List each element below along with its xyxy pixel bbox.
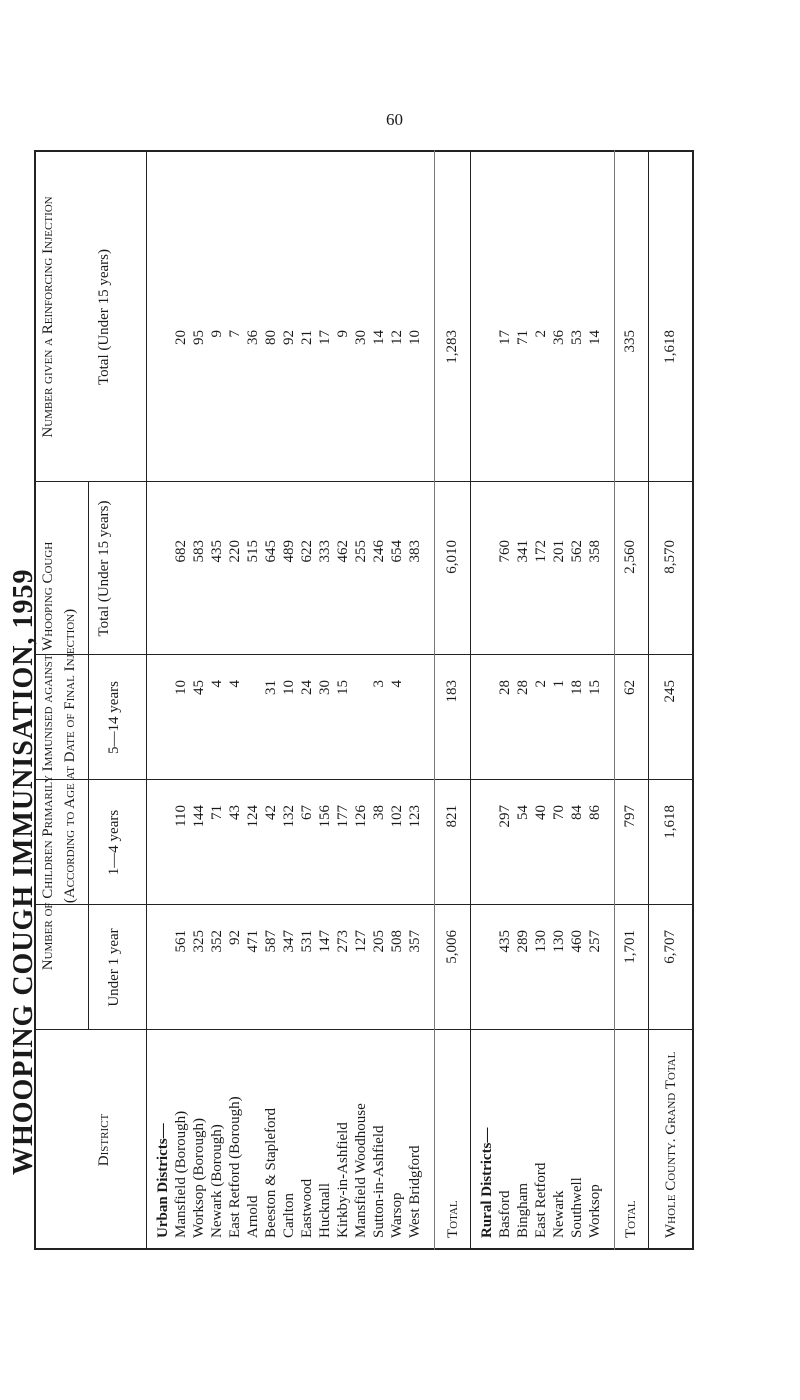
col-under1: Under 1 year: [106, 928, 122, 1007]
urban-total-5-14: 183: [444, 680, 460, 703]
table-cell: 3: [371, 680, 387, 688]
urban-reinforcing-col: [172, 330, 424, 420]
table-cell: 42: [263, 805, 279, 820]
rural-total-reinforcing: 335: [622, 330, 638, 353]
urban-total-1-4: 821: [444, 805, 460, 828]
urban-district-name: Carlton: [281, 1193, 297, 1238]
table-cell: 31: [263, 680, 279, 695]
rule-age1-4: [34, 779, 694, 780]
table-cell: 587: [263, 930, 279, 953]
table-cell: 289: [515, 930, 531, 953]
grand-total-5-14: 245: [662, 680, 678, 703]
table-cell: 273: [335, 930, 351, 953]
table-title-line1: Number of Children Primarily Immunised against Whooping Cough: [40, 541, 56, 971]
table-cell: 15: [335, 680, 351, 695]
table-cell: 12: [389, 330, 405, 345]
table-cell: 36: [551, 330, 567, 345]
table-cell: 126: [353, 805, 369, 828]
rural-heading: Rural Districts—: [479, 1127, 495, 1238]
table-cell: 102: [389, 805, 405, 828]
table-cell: 358: [587, 540, 603, 563]
urban-district-name: Mansfield Woodhouse: [353, 1103, 369, 1238]
grand-total-1-4: 1,618: [662, 805, 678, 839]
table-cell: 86: [587, 805, 603, 820]
col-district: District: [96, 1113, 112, 1167]
grand-total-reinforcing: 1,618: [662, 330, 678, 364]
urban-total-under1: 5,006: [444, 930, 460, 964]
table-cell: 17: [317, 330, 333, 345]
table-cell: [244, 680, 262, 770]
urban-district-name: Sutton-in-Ashfield: [371, 1125, 387, 1238]
table-cell: 383: [407, 540, 423, 563]
table-cell: 10: [281, 680, 297, 695]
table-title-line2: (According to Age at Date of Final Injection): [62, 608, 78, 904]
urban-end-rule: [470, 150, 471, 1250]
rural-total-under1: 1,701: [622, 930, 638, 964]
table-cell: 220: [227, 540, 243, 563]
table-cell: 130: [533, 930, 549, 953]
urban-district-name: Eastwood: [299, 1178, 315, 1238]
urban-district-name: East Retford (Borough): [227, 1096, 243, 1238]
table-cell: 30: [353, 330, 369, 345]
rural-district-name: Basford: [497, 1190, 513, 1238]
table-cell: 2: [533, 330, 549, 338]
title-rule: [88, 482, 89, 1030]
rule-age5-14: [34, 654, 694, 655]
immunisation-table: [34, 150, 694, 1250]
table-cell: 325: [191, 930, 207, 953]
header-rule: [146, 150, 147, 1250]
table-cell: 95: [191, 330, 207, 345]
table-cell: 760: [497, 540, 513, 563]
table-cell: 460: [569, 930, 585, 953]
table-cell: 333: [317, 540, 333, 563]
table-cell: 147: [317, 930, 333, 953]
table-cell: 71: [209, 805, 225, 820]
table-cell: 28: [515, 680, 531, 695]
rural-total-rule: [614, 150, 615, 1250]
table-cell: 622: [299, 540, 315, 563]
grand-total-label: Whole County. Grand Total: [663, 1051, 679, 1238]
table-cell: 14: [587, 330, 603, 345]
table-cell: 201: [551, 540, 567, 563]
table-cell: 435: [497, 930, 513, 953]
table-cell: 347: [281, 930, 297, 953]
table-cell: 4: [209, 680, 225, 688]
table-cell: 24: [299, 680, 315, 695]
urban-district-name: Newark (Borough): [209, 1124, 225, 1238]
table-cell: 489: [281, 540, 297, 563]
table-cell: 127: [353, 930, 369, 953]
table-cell: 531: [299, 930, 315, 953]
table-cell: 561: [173, 930, 189, 953]
table-cell: 132: [281, 805, 297, 828]
table-cell: 9: [209, 330, 225, 338]
urban-district-name: West Bridgford: [407, 1145, 423, 1238]
table-cell: 130: [551, 930, 567, 953]
col-1-4: 1—4 years: [106, 809, 122, 876]
table-cell: 67: [299, 805, 315, 820]
table-cell: 80: [263, 330, 279, 345]
table-cell: 70: [551, 805, 567, 820]
urban-total-reinforcing: 1,283: [444, 330, 460, 364]
table-cell: 18: [569, 680, 585, 695]
urban-district-name: Kirkby-in-Ashfield: [335, 1122, 351, 1238]
rule-total: [34, 481, 694, 482]
grand-total-under1: 6,707: [662, 930, 678, 964]
table-cell: 462: [335, 540, 351, 563]
table-cell: 1: [551, 680, 567, 688]
table-cell: 123: [407, 805, 423, 828]
col-reinforcing-total: Total (Under 15 years): [96, 249, 112, 385]
table-cell: 20: [173, 330, 189, 345]
table-cell: 297: [497, 805, 513, 828]
table-cell: 53: [569, 330, 585, 345]
table-cell: 156: [317, 805, 333, 828]
urban-under1-col: [172, 930, 424, 1020]
urban-district-name: Beeston & Stapleford: [263, 1108, 279, 1238]
table-cell: 110: [173, 805, 189, 827]
rural-5-14-col: [496, 680, 604, 770]
table-cell: 257: [587, 930, 603, 953]
table-cell: 246: [371, 540, 387, 563]
table-cell: 17: [497, 330, 513, 345]
table-cell: 71: [515, 330, 531, 345]
rural-total-1-4: 797: [622, 805, 638, 828]
table-cell: 10: [407, 330, 423, 345]
urban-district-name: Arnold: [245, 1195, 261, 1238]
col-5-14: 5—14 years: [106, 681, 122, 754]
table-cell: 43: [227, 805, 243, 820]
rural-total-label: Total: [623, 1200, 639, 1238]
col-reinforcing-group: Number given a Reinforcing Injection: [40, 196, 56, 438]
rural-total-total: 2,560: [622, 540, 638, 574]
table-cell: 14: [371, 330, 387, 345]
table-cell: 645: [263, 540, 279, 563]
table-cell: 172: [533, 540, 549, 563]
table-cell: [406, 680, 424, 770]
table-cell: 92: [281, 330, 297, 345]
table-cell: 515: [245, 540, 261, 563]
table-cell: 30: [317, 680, 333, 695]
rural-district-name: Bingham: [515, 1183, 531, 1238]
urban-district-name: Mansfield (Borough): [173, 1110, 189, 1238]
rural-district-name: Southwell: [569, 1177, 585, 1238]
table-cell: 357: [407, 930, 423, 953]
urban-district-name: Warsop: [389, 1192, 405, 1238]
urban-total-col: [172, 540, 424, 630]
page-number: 60: [386, 110, 403, 129]
table-cell: 583: [191, 540, 207, 563]
urban-total-rule: [434, 150, 435, 1250]
table-cell: 435: [209, 540, 225, 563]
table-cell: 36: [245, 330, 261, 345]
rural-under1-col: [496, 930, 604, 1020]
table-cell: 352: [209, 930, 225, 953]
rule-district: [34, 1029, 694, 1030]
rural-end-rule: [648, 150, 649, 1250]
rule-under1: [34, 904, 694, 905]
table-cell: 177: [335, 805, 351, 828]
table-cell: 471: [245, 930, 261, 953]
table-cell: 10: [173, 680, 189, 695]
table-cell: 9: [335, 330, 351, 338]
table-cell: 4: [389, 680, 405, 688]
rural-district-name: Newark: [551, 1190, 567, 1238]
rural-reinforcing-col: [496, 330, 604, 420]
table-cell: 38: [371, 805, 387, 820]
urban-district-name: Worksop (Borough): [191, 1117, 207, 1238]
urban-total-label: Total: [445, 1200, 461, 1238]
table-cell: 205: [371, 930, 387, 953]
table-cell: 562: [569, 540, 585, 563]
urban-5-14-col: [172, 680, 424, 770]
page-heading: WHOOPING COUGH IMMUNISATION, 1959: [8, 568, 39, 1175]
table-cell: 92: [227, 930, 243, 945]
grand-total-total: 8,570: [662, 540, 678, 574]
table-cell: 144: [191, 805, 207, 828]
urban-heading: Urban Districts—: [155, 1123, 171, 1238]
urban-district-name: Hucknall: [317, 1183, 333, 1238]
table-cell: 654: [389, 540, 405, 563]
table-cell: 508: [389, 930, 405, 953]
table-cell: 4: [227, 680, 243, 688]
rural-1-4-col: [496, 805, 604, 895]
rural-district-name: East Retford: [533, 1162, 549, 1238]
table-cell: 682: [173, 540, 189, 563]
table-cell: 45: [191, 680, 207, 695]
table-cell: 2: [533, 680, 549, 688]
table-cell: 40: [533, 805, 549, 820]
rural-total-5-14: 62: [622, 680, 638, 695]
urban-1-4-col: [172, 805, 424, 895]
table-cell: 7: [227, 330, 243, 338]
rural-total-col: [496, 540, 604, 630]
table-cell: 28: [497, 680, 513, 695]
table-cell: 15: [587, 680, 603, 695]
rural-district-name: Worksop: [587, 1184, 603, 1238]
table-cell: 124: [245, 805, 261, 828]
col-total: Total (Under 15 years): [96, 500, 112, 637]
table-cell: 21: [299, 330, 315, 345]
table-cell: 84: [569, 805, 585, 820]
table-cell: [352, 680, 370, 770]
urban-total-total: 6,010: [444, 540, 460, 574]
table-cell: 341: [515, 540, 531, 563]
table-cell: 255: [353, 540, 369, 563]
table-cell: 54: [515, 805, 531, 820]
